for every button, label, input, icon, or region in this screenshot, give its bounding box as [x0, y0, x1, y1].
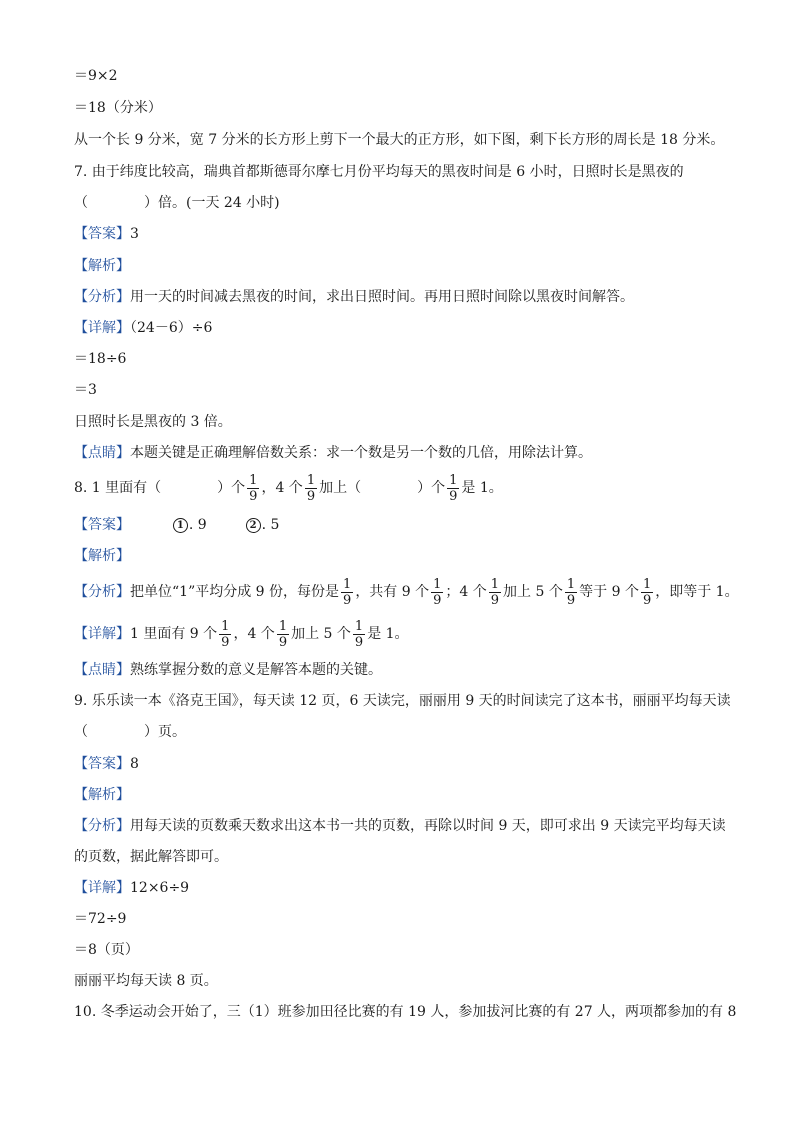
q8-dianjing [74, 660, 382, 680]
q7-answer [74, 224, 139, 244]
fraction-denominator: 9 [221, 634, 230, 650]
fraction-numerator: 1 [566, 576, 576, 592]
q9-step-2: ＝72÷9 [74, 911, 127, 927]
q9-question-line-1: 9. 乐乐读一本《洛克王国》，每天读 12 页，6 天读完，丽丽用 9 天的时间读完了这本书，丽丽平均每天读 [74, 693, 731, 709]
fraction-numerator: 1 [249, 472, 258, 488]
fraction-numerator: 1 [490, 576, 500, 592]
fraction-denominator: 9 [249, 488, 258, 504]
answer-tag: 【答案】 [74, 226, 130, 242]
q8-text-b: ，4 个 [261, 480, 303, 496]
q6-step-2: ＝9×2 [74, 68, 118, 84]
answer-value: 3 [130, 226, 139, 242]
q8-text-c: 加上（ ）个 [319, 480, 446, 496]
fraction-numerator: 1 [449, 472, 458, 488]
dianjing-text: 熟练掌握分数的意义是解答本题的关键。 [130, 662, 382, 678]
q7-xiangjie [74, 318, 212, 338]
answer-value-2: . 5 [261, 517, 280, 533]
q7-dianjing [74, 443, 592, 463]
q8-fenxi [74, 576, 739, 608]
fenxi-text-c: ；4 个 [445, 584, 487, 600]
fraction-denominator: 9 [642, 592, 652, 608]
fraction-denominator: 9 [449, 488, 458, 504]
answer-tag: 【答案】 [74, 517, 130, 533]
answer-tag: 【答案】 [74, 756, 130, 772]
fenxi-text-b: ，共有 9 个 [355, 584, 430, 600]
q7-step-2: ＝18÷6 [74, 351, 127, 367]
q8-text-d: 是 1。 [461, 480, 503, 496]
xiangjie-text-a: 1 里面有 9 个 [130, 626, 218, 642]
fraction-one-ninth [305, 473, 317, 504]
fraction-one-ninth [277, 619, 289, 650]
dianjing-text: 本题关键是正确理解倍数关系：求一个数是另一个数的几倍，用除法计算。 [130, 445, 592, 461]
fraction-denominator: 9 [566, 592, 576, 608]
q9-question-line-2: （ ）页。 [74, 724, 186, 740]
fenxi-text-f: ，即等于 1。 [655, 584, 739, 600]
q8-xiangjie [74, 618, 409, 650]
q7-step-3: ＝3 [74, 382, 97, 398]
answer-value-1: . 9 [188, 517, 207, 533]
fraction-one-ninth [353, 619, 365, 650]
xiangjie-text-d: 是 1。 [367, 626, 409, 642]
xiangjie-tag: 【详解】 [74, 320, 130, 336]
q10-question-line-1: 10. 冬季运动会开始了，三（1）班参加田径比赛的有 19 人，参加拔河比赛的有 27 人，两项都参加的有 8 [74, 1004, 737, 1020]
fraction-denominator: 9 [306, 488, 316, 504]
xiangjie-text: 12×6÷9 [130, 880, 190, 896]
analysis-tag: 【解析】 [74, 258, 130, 274]
fraction-numerator: 1 [433, 576, 442, 592]
q9-step-3: ＝8（页） [74, 942, 139, 958]
q9-xiangjie [74, 878, 189, 898]
q7-fenxi [74, 287, 634, 307]
q7-question-line-1: 7. 由于纬度比较高，瑞典首都斯德哥尔摩七月份平均每天的黑夜时间是 6 小时，日照时长是黑夜的 [74, 164, 684, 180]
fenxi-text: 用一天的时间减去黑夜的时间，求出日照时间。再用日照时间除以黑夜时间解答。 [130, 289, 634, 305]
xiangjie-text-c: 加上 5 个 [291, 626, 351, 642]
q8-question [74, 472, 503, 504]
xiangjie-tag: 【详解】 [74, 880, 130, 896]
q6-step-3: ＝18（分米） [74, 100, 162, 116]
fraction-one-ninth [489, 577, 501, 608]
fraction-one-ninth [431, 577, 443, 608]
q7-analysis-heading [74, 256, 130, 276]
fraction-one-ninth [565, 577, 577, 608]
xiangjie-text-b: ，4 个 [233, 626, 275, 642]
fraction-one-ninth [447, 473, 459, 504]
q7-conclusion: 日照时长是黑夜的 3 倍。 [74, 414, 232, 430]
fraction-numerator: 1 [221, 618, 230, 634]
fenxi-text: 用每天读的页数乘天数求出这本书一共的页数，再除以时间 9 天，即可求出 9 天读完平均每天读 [130, 818, 726, 834]
dianjing-tag: 【点睛】 [74, 445, 130, 461]
circled-number-1: 1 [173, 518, 188, 533]
fenxi-tag: 【分析】 [74, 818, 130, 834]
answer-value: 8 [130, 756, 139, 772]
fraction-denominator: 9 [343, 592, 352, 608]
fraction-denominator: 9 [490, 592, 500, 608]
fenxi-text-d: 加上 5 个 [503, 584, 563, 600]
fraction-numerator: 1 [354, 618, 364, 634]
q8-text-a: 8. 1 里面有（ ）个 [74, 480, 246, 496]
fraction-numerator: 1 [278, 618, 288, 634]
q9-fenxi-line-1 [74, 816, 726, 836]
analysis-tag: 【解析】 [74, 787, 130, 803]
q8-analysis-heading [74, 546, 130, 566]
fraction-numerator: 1 [343, 576, 352, 592]
fraction-one-ninth [247, 473, 259, 504]
analysis-tag: 【解析】 [74, 548, 130, 564]
circled-number-2: 2 [246, 518, 261, 533]
q9-analysis-heading [74, 785, 130, 805]
fraction-one-ninth [341, 577, 353, 608]
fraction-one-ninth [219, 619, 231, 650]
xiangjie-tag: 【详解】 [74, 626, 130, 642]
fraction-denominator: 9 [433, 592, 442, 608]
q6-conclusion: 从一个长 9 分米，宽 7 分米的长方形上剪下一个最大的正方形，如下图，剩下长方形的周长是 18 分米。 [74, 132, 725, 148]
fenxi-text-a: 把单位“1”平均分成 9 份，每份是 [130, 584, 340, 600]
q9-answer [74, 754, 139, 774]
fraction-denominator: 9 [278, 634, 288, 650]
q8-answer [74, 515, 279, 535]
fraction-one-ninth [641, 577, 653, 608]
fraction-denominator: 9 [354, 634, 364, 650]
q7-question-line-2: （ ）倍。(一天 24 小时) [74, 195, 280, 211]
q9-conclusion: 丽丽平均每天读 8 页。 [74, 973, 218, 989]
xiangjie-text: （24－6）÷6 [130, 320, 213, 336]
dianjing-tag: 【点睛】 [74, 662, 130, 678]
fenxi-tag: 【分析】 [74, 289, 130, 305]
fraction-numerator: 1 [642, 576, 652, 592]
fenxi-text-e: 等于 9 个 [579, 584, 639, 600]
q9-fenxi-line-2: 的页数，据此解答即可。 [74, 849, 228, 865]
fraction-numerator: 1 [306, 472, 316, 488]
fenxi-tag: 【分析】 [74, 584, 130, 600]
